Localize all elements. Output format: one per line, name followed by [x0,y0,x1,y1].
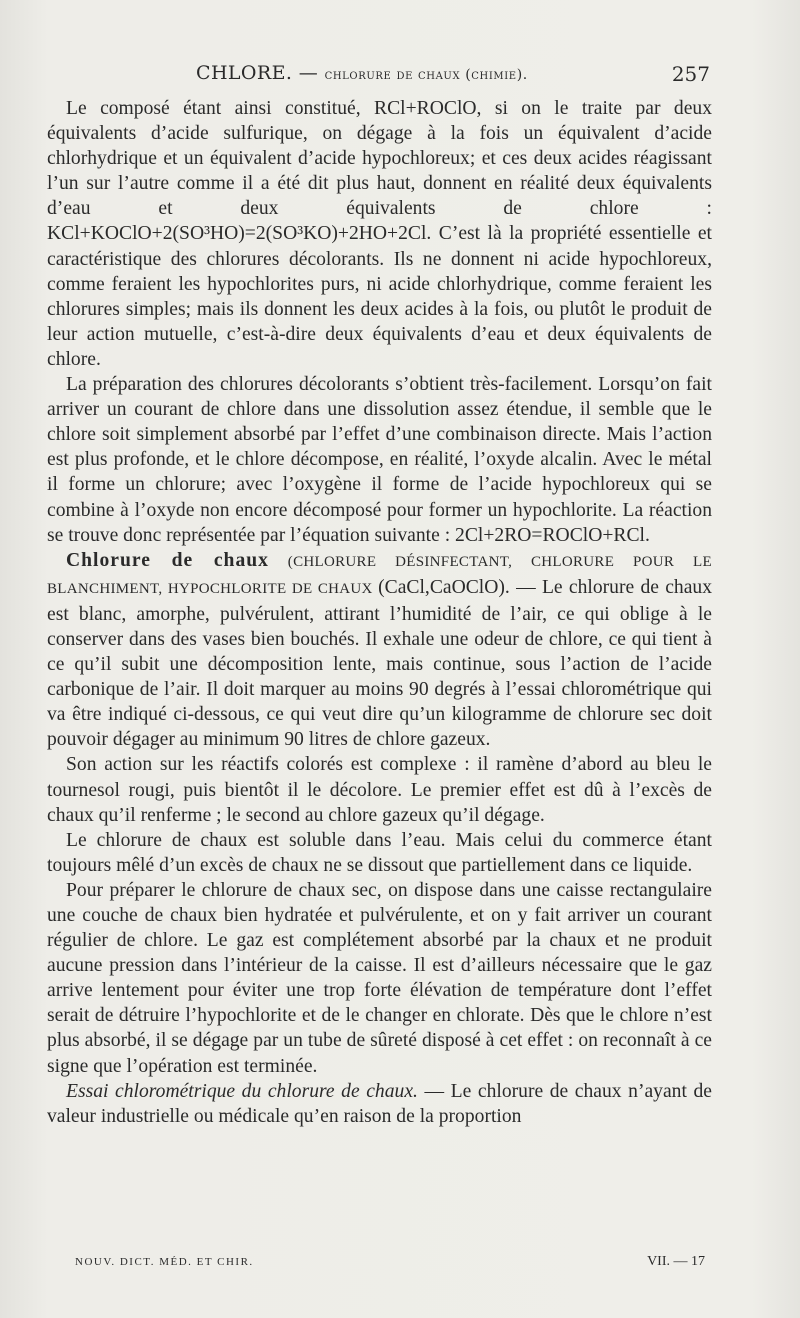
paragraph-1: Le composé étant ainsi constitué, RCl+ROClO, si on le traite par deux équivalents d’acide sulfurique, on dégage à la fois un équivalent d’acide chlorhydrique et un équivalent d’acide hypochloreux; et ces deux acides réagissant l’un sur l’autre comme il a été dit plus haut, donnent en réalité deux équivalents d’eau et deux équivalents de chlore : KCl+KOClO+2(SO³HO)=2(SO³KO)+2HO+2Cl. C’est là la propriété essentielle et caractéristique des chlorures décolorants. Ils ne donnent ni acide hypochloreux, comme feraient les hypochlorites purs, ni acide chlorhydrique, comme feraient les chlorures simples; mais ils donnent les deux acides à la fois, ou plutôt le produit de leur action mutuelle, c’est-à-dire deux équivalents d’eau et deux équivalents de chlore. [47,98,712,370]
paragraph-4: Son action sur les réactifs colorés est complexe : il ramène d’abord au bleu le tournesol rougi, puis bientôt il le décolore. Le premier effet est dû à l’excès de chaux qu’il renferme ; le second au chlore gazeux qu’il dégage. [47,754,712,826]
header-title-sub: chlorure de chaux (chimie). [324,67,528,83]
footer-signature: NOUV. DICT. MÉD. ET CHIR. [75,1256,254,1268]
paragraph-3-text: — Le chlorure de chaux est blanc, amorphe, pulvérulent, attirant l’humidité de l’air, ce qui oblige à le conserver dans des vases bien bouchés. Il exhale une odeur de chlore, ce qui tient à ce qu’il subit une décomposition lente, mais continue, sous l’action de l’acide carbonique de l’air. Il doit marquer au moins 90 degrés à l’essai chlorométrique qui va être indiqué ci-dessous, ce qui veut dire qu’un kilogramme de chlorure sec doit pouvoir dégager au minimum 90 litres de chlore gazeux. [47,576,713,751]
body-text [47,96,712,1129]
formula: (CaCl,CaOClO). [378,576,510,598]
paragraph-3 [47,548,712,753]
header-title-main: CHLORE. [196,62,293,84]
paragraph-2: La préparation des chlorures décolorants s’obtient très-facilement. Lorsqu’on fait arriver un courant de chlore dans une dissolution assez étendue, il semble que le chlore soit simplement absorbé par l’effet d’une combinaison directe. Mais l’action est plus profonde, et le chlore décompose, en réalité, l’oxyde alcalin. Avec le métal il forme un chlorure; avec l’oxygène il forme de l’acide hypochloreux qui se combine à l’oxyde non encore décomposé pour former un hypochlorite. La réaction se trouve donc représentée par l’équation suivante : 2Cl+2RO=ROClO+RCl. [47,374,712,546]
synonyms: (CHLORURE DÉSINFECTANT, CHLORURE POUR LE BLANCHIMENT, HYPOCHLORITE DE CHAUX [47,553,712,597]
section-heading-chlorure-de-chaux: Chlorure de chaux [66,549,269,571]
running-header [0,62,800,90]
paragraph-5: Le chlorure de chaux est soluble dans l’eau. Mais celui du commerce étant toujours mêlé d’un excès de chaux ne se dissout que partiellement dans ce liquide. [47,829,712,876]
header-title [196,62,528,84]
footer-volume: VII. — 17 [647,1254,705,1269]
page-footer [0,1254,800,1274]
paragraph-6: Pour préparer le chlorure de chaux sec, on dispose dans une caisse rectangulaire une couche de chaux bien hydratée et pulvérulente, et on y fait arriver un courant régulier de chlore. Le gaz est complétement absorbé par la chaux et ne produit aucune pression dans l’intérieur de la caisse. Il est d’ailleurs nécessaire que le gaz arrive lentement pour éviter une trop forte élévation de température dont l’effet serait de détruire l’hypochlorite et de le changer en chlorate. Dès que le chlore n’est plus absorbé, il se dégage par un tube de sûreté disposé à cet effet : on reconnaît à ce signe que l’opération est terminée. [47,879,712,1077]
header-title-dash: — [292,62,325,84]
paragraph-7-text: — Le chlorure de chaux n’ayant de valeur industrielle ou médicale qu’en raison de la proportion [47,1080,712,1127]
subsection-heading-essai: Essai chlorométrique du chlorure de chaux. [66,1080,418,1102]
page-number: 257 [671,62,710,86]
paragraph-7 [47,1079,712,1129]
